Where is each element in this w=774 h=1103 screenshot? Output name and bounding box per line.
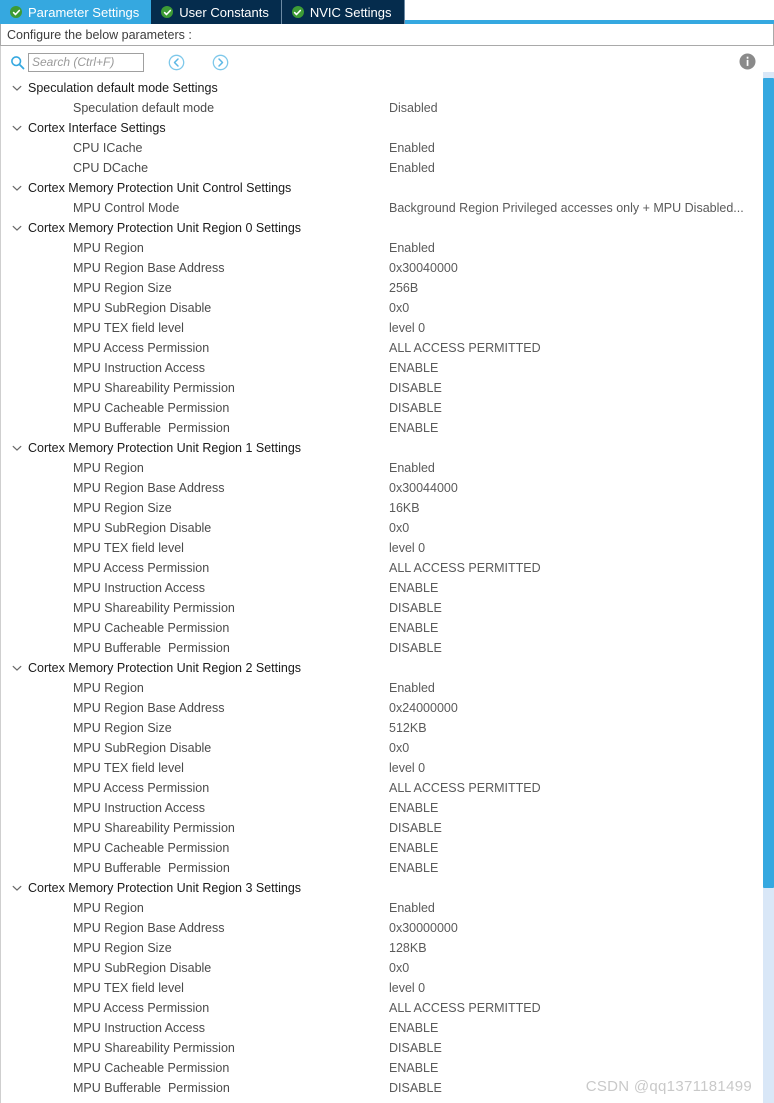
tree-row-label: MPU Cacheable Permission (73, 621, 230, 635)
search-icon (10, 55, 25, 70)
tree-row-value[interactable]: ALL ACCESS PERMITTED (389, 781, 541, 795)
tree-row-value[interactable]: 256B (389, 281, 419, 295)
tree-row[interactable] (1, 638, 774, 658)
tree-row[interactable] (1, 378, 774, 398)
tree-row-label: MPU Region Size (73, 721, 172, 735)
tree-row-label: MPU TEX field level (73, 761, 184, 775)
tree-row-label: MPU SubRegion Disable (73, 301, 212, 315)
tree-row-value[interactable]: ENABLE (389, 1021, 439, 1035)
tree-row-value[interactable]: 0x30044000 (389, 481, 458, 495)
tree-row-label: MPU Region Size (73, 281, 172, 295)
tree-row-value[interactable]: 0x0 (389, 961, 410, 975)
chevron-down-icon[interactable] (11, 222, 23, 234)
tree-row-label: MPU Region Base Address (73, 481, 225, 495)
tree-row-value[interactable]: ENABLE (389, 801, 439, 815)
tree-group-header[interactable] (1, 178, 774, 198)
tree-group-label: Cortex Memory Protection Unit Control Settings (28, 181, 292, 195)
tree-row-label: MPU SubRegion Disable (73, 741, 212, 755)
tree-row[interactable] (1, 898, 774, 918)
tree-row[interactable] (1, 918, 774, 938)
chevron-down-icon[interactable] (11, 442, 23, 454)
tree-row[interactable] (1, 758, 774, 778)
tree-row[interactable] (1, 538, 774, 558)
tree-row-value[interactable]: ENABLE (389, 841, 439, 855)
tree-group-header[interactable] (1, 658, 774, 678)
chevron-down-icon[interactable] (11, 182, 23, 194)
tree-group-header[interactable] (1, 78, 774, 98)
tree-row[interactable] (1, 958, 774, 978)
tree-row[interactable] (1, 858, 774, 878)
tree-row-value[interactable]: ENABLE (389, 421, 439, 435)
tree-row-value[interactable]: DISABLE (389, 1081, 442, 1095)
tree-row-value[interactable]: ENABLE (389, 621, 439, 635)
tree-row-value[interactable]: level 0 (389, 761, 426, 775)
tree-row-label: MPU Shareability Permission (73, 381, 235, 395)
tree-row[interactable] (1, 1038, 774, 1058)
tree-row-label: MPU Cacheable Permission (73, 841, 230, 855)
tree-row[interactable] (1, 358, 774, 378)
tree-row[interactable] (1, 778, 774, 798)
tree-row-label: MPU Access Permission (73, 341, 210, 355)
tree-row-value[interactable]: DISABLE (389, 401, 442, 415)
tree-row-value[interactable]: 0x0 (389, 301, 410, 315)
info-icon[interactable] (739, 53, 756, 70)
tree-group-label: Cortex Memory Protection Unit Region 3 Settings (28, 881, 302, 895)
tree-row-label: MPU Shareability Permission (73, 601, 235, 615)
tree-row-label: MPU Region (73, 241, 144, 255)
tab-label: NVIC Settings (309, 4, 392, 20)
tree-row-label: MPU Shareability Permission (73, 821, 235, 835)
tree-row-value[interactable]: ENABLE (389, 361, 439, 375)
tree-row-label: MPU Region Size (73, 501, 172, 515)
tree-row-value[interactable]: Enabled (389, 681, 435, 695)
tree-group-header[interactable] (1, 218, 774, 238)
tree-row-value[interactable]: level 0 (389, 981, 426, 995)
tree-row-value[interactable]: level 0 (389, 541, 426, 555)
tree-row-value[interactable]: 0x24000000 (389, 701, 458, 715)
tree-row-label: MPU Access Permission (73, 561, 210, 575)
check-circle-icon (10, 6, 22, 18)
tree-group-header[interactable] (1, 118, 774, 138)
tree-row-value[interactable]: ENABLE (389, 861, 439, 875)
tree-row[interactable] (1, 278, 774, 298)
tree-row-value[interactable]: Background Region Privileged accesses only + MPU Disabled... (389, 201, 744, 215)
tree-group-label: Cortex Interface Settings (28, 121, 166, 135)
tree-row[interactable] (1, 838, 774, 858)
tree-row[interactable] (1, 258, 774, 278)
tree-row-value[interactable]: level 0 (389, 321, 426, 335)
tree-group-label: Cortex Memory Protection Unit Region 1 Settings (28, 441, 302, 455)
tree-group-header[interactable] (1, 438, 774, 458)
tree-row-value[interactable]: 0x30000000 (389, 921, 458, 935)
tree-row[interactable] (1, 938, 774, 958)
tab-nvic-settings[interactable] (282, 0, 405, 24)
chevron-down-icon[interactable] (11, 662, 23, 674)
chevron-down-icon[interactable] (11, 122, 23, 134)
tree-row-label: MPU TEX field level (73, 541, 184, 555)
search-input[interactable] (28, 53, 144, 72)
tree-row[interactable] (1, 318, 774, 338)
tab-bar (0, 0, 774, 24)
tree-row-label: MPU SubRegion Disable (73, 961, 212, 975)
tree-row-value[interactable]: DISABLE (389, 601, 442, 615)
tree-row-label: MPU Region Base Address (73, 701, 225, 715)
tree-row[interactable] (1, 518, 774, 538)
tree-row[interactable] (1, 138, 774, 158)
tree-row-label: MPU Instruction Access (73, 361, 205, 375)
chevron-down-icon[interactable] (11, 82, 23, 94)
tree-row-value[interactable]: Enabled (389, 241, 435, 255)
tree-row[interactable] (1, 478, 774, 498)
tree-row[interactable] (1, 1058, 774, 1078)
tree-row[interactable] (1, 458, 774, 478)
tree-row-value[interactable]: Enabled (389, 161, 435, 175)
tree-row-value[interactable]: DISABLE (389, 1041, 442, 1055)
tab-label: Parameter Settings (28, 4, 140, 20)
tree-row-value[interactable]: DISABLE (389, 381, 442, 395)
tree-row-value[interactable]: ALL ACCESS PERMITTED (389, 561, 541, 575)
tree-row-label: MPU Bufferable Permission (73, 421, 230, 435)
tree-row[interactable] (1, 718, 774, 738)
tab-parameter-settings[interactable] (0, 0, 151, 24)
search-toolbar (0, 46, 774, 78)
tree-row-label: Speculation default mode (73, 101, 215, 115)
tree-row-label: MPU Bufferable Permission (73, 641, 230, 655)
tree-row-label: MPU TEX field level (73, 321, 184, 335)
tree-row-label: MPU Access Permission (73, 1001, 210, 1015)
tree-row[interactable] (1, 418, 774, 438)
tab-label: User Constants (179, 4, 269, 20)
check-circle-icon (292, 6, 304, 18)
tree-row[interactable] (1, 298, 774, 318)
tree-row-value[interactable]: DISABLE (389, 821, 442, 835)
check-circle-icon (161, 6, 173, 18)
tree-row-label: MPU Region (73, 901, 144, 915)
tree-row[interactable] (1, 978, 774, 998)
tree-row[interactable] (1, 998, 774, 1018)
tree-row-value[interactable]: DISABLE (389, 641, 442, 655)
tree-row-label: MPU Cacheable Permission (73, 1061, 230, 1075)
tree-row-label: MPU Region Base Address (73, 261, 225, 275)
tree-row[interactable] (1, 738, 774, 758)
vertical-scrollbar[interactable] (763, 72, 774, 1103)
tree-row-label: MPU Region (73, 461, 144, 475)
tree-row-label: MPU TEX field level (73, 981, 184, 995)
tree-row-label: MPU Region Base Address (73, 921, 225, 935)
tree-row-label: MPU SubRegion Disable (73, 521, 212, 535)
tree-row-label: MPU Bufferable Permission (73, 1081, 230, 1095)
tree-row-value[interactable]: ENABLE (389, 1061, 439, 1075)
tree-row-value[interactable]: Enabled (389, 901, 435, 915)
tree-row[interactable] (1, 1078, 774, 1098)
chevron-down-icon[interactable] (11, 882, 23, 894)
parameters-tree (0, 78, 774, 1103)
tree-row[interactable] (1, 398, 774, 418)
configure-hint-bar (0, 24, 774, 46)
tree-row-value[interactable]: ALL ACCESS PERMITTED (389, 341, 541, 355)
tree-row-value[interactable]: ALL ACCESS PERMITTED (389, 1001, 541, 1015)
tree-row-label: CPU DCache (73, 161, 149, 175)
tree-row-label: MPU Instruction Access (73, 581, 205, 595)
tree-row[interactable] (1, 678, 774, 698)
tree-row[interactable] (1, 198, 774, 218)
tree-row-value[interactable]: 0x0 (389, 521, 410, 535)
tree-row[interactable] (1, 818, 774, 838)
tree-row-value[interactable]: 128KB (389, 941, 427, 955)
search-prev-button[interactable] (168, 54, 185, 71)
configure-hint-text: Configure the below parameters : (7, 27, 192, 42)
tree-group-label: Cortex Memory Protection Unit Region 2 Settings (28, 661, 302, 675)
watermark-text: CSDN @qq1371181499 (585, 1078, 752, 1095)
tree-row[interactable] (1, 1018, 774, 1038)
tree-group-label: Cortex Memory Protection Unit Region 0 Settings (28, 221, 302, 235)
tree-row-label: CPU ICache (73, 141, 143, 155)
tree-row-value[interactable]: Disabled (389, 101, 438, 115)
search-next-button[interactable] (212, 54, 229, 71)
tree-row-label: MPU Control Mode (73, 201, 180, 215)
tree-row-label: MPU Instruction Access (73, 801, 205, 815)
tree-row[interactable] (1, 238, 774, 258)
scrollbar-thumb[interactable] (763, 78, 774, 888)
tree-row-label: MPU Shareability Permission (73, 1041, 235, 1055)
tree-row[interactable] (1, 338, 774, 358)
tree-group-label: Speculation default mode Settings (28, 81, 218, 95)
tree-row-value[interactable]: 0x0 (389, 741, 410, 755)
tree-row[interactable] (1, 98, 774, 118)
tree-row[interactable] (1, 798, 774, 818)
tab-bar-filler (405, 0, 774, 24)
tree-group-header[interactable] (1, 878, 774, 898)
tree-row-value[interactable]: 0x30040000 (389, 261, 458, 275)
tree-row[interactable] (1, 158, 774, 178)
tree-row[interactable] (1, 618, 774, 638)
tree-row-label: MPU Region (73, 681, 144, 695)
tree-row-value[interactable]: Enabled (389, 461, 435, 475)
tree-row-label: MPU Instruction Access (73, 1021, 205, 1035)
tree-row-label: MPU Region Size (73, 941, 172, 955)
tree-row-value[interactable]: ENABLE (389, 581, 439, 595)
tree-row-label: MPU Access Permission (73, 781, 210, 795)
tree-row[interactable] (1, 498, 774, 518)
tree-row-value[interactable]: Enabled (389, 141, 435, 155)
tree-row[interactable] (1, 578, 774, 598)
tree-row-value[interactable]: 16KB (389, 501, 420, 515)
tree-row[interactable] (1, 698, 774, 718)
tree-row[interactable] (1, 558, 774, 578)
tree-row-label: MPU Cacheable Permission (73, 401, 230, 415)
tree-row-label: MPU Bufferable Permission (73, 861, 230, 875)
tree-row[interactable] (1, 598, 774, 618)
tab-user-constants[interactable] (151, 0, 282, 24)
tree-row-value[interactable]: 512KB (389, 721, 427, 735)
